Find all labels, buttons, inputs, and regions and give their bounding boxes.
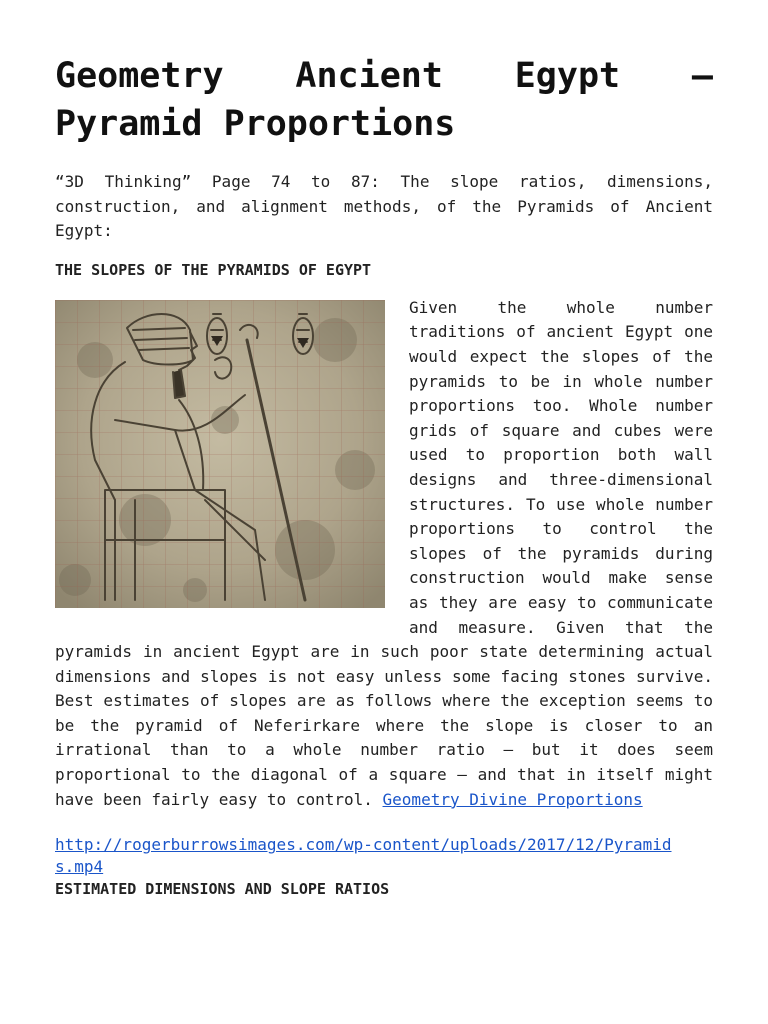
video-url-block bbox=[55, 834, 680, 878]
section-heading-2: ESTIMATED DIMENSIONS AND SLOPE RATIOS bbox=[55, 880, 390, 899]
body-text: Given the whole number traditions of ancient Egypt one would expect the slopes of the pyramids to be in whole number proportions too. Whole number grids of square and cubes were used to proportion both wall designs and three-dimensional structures. To use whole number proportions to control the slopes of the pyramids during construction would make sense as they are easy to communicate and measure. Given that the pyramids in ancient Egypt are in such poor state determining actual dimensions and slopes is not easy unless some facing stones survive. Best estimates of slopes are as follows where the exception seems to be the pyramid of Neferirkare where the slope is closer to an irrational than to a whole number ratio – but it does seem proportional to the diagonal of a square – and that in itself might have been fairly easy to control. bbox=[55, 297, 713, 809]
body-paragraph bbox=[55, 296, 713, 812]
page-title: Geometry Ancient Egypt – Pyramid Proportions bbox=[55, 56, 713, 144]
pyramids-video-link[interactable]: http://rogerburrowsimages.com/wp-content/uploads/2017/12/Pyramids.mp4 bbox=[55, 835, 672, 877]
egyptian-relief-image bbox=[55, 300, 385, 608]
section-heading: THE SLOPES OF THE PYRAMIDS OF EGYPT bbox=[55, 260, 372, 279]
intro-paragraph: “3D Thinking” Page 74 to 87: The slope ratios, dimensions, construction, and alignment methods, of the Pyramids of Ancient Egypt: bbox=[55, 172, 713, 241]
geometry-divine-proportions-link[interactable]: Geometry Divine Proportions bbox=[382, 789, 643, 809]
